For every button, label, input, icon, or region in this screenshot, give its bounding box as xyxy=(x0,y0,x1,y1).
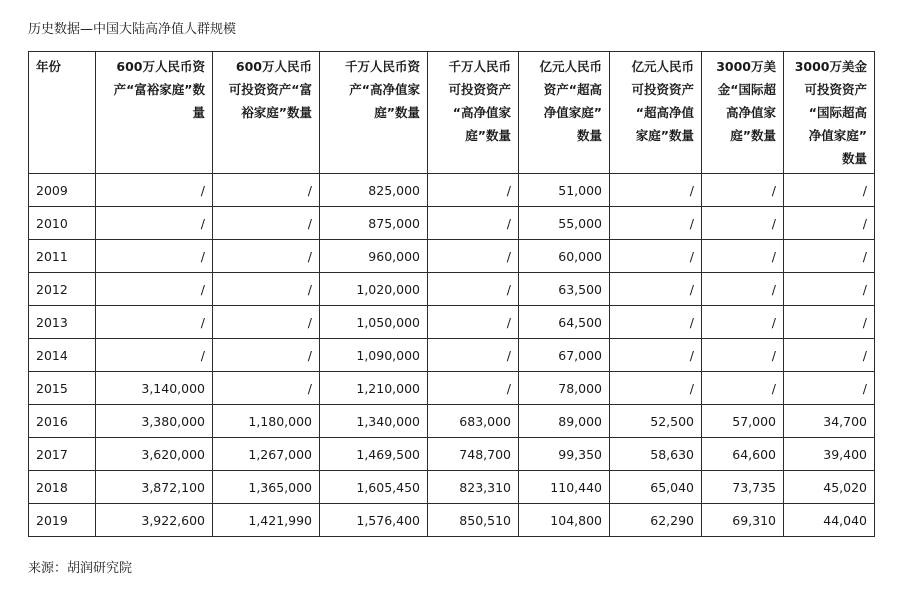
value-cell: 65,040 xyxy=(610,471,702,504)
value-cell: / xyxy=(96,273,213,306)
value-cell: 1,605,450 xyxy=(320,471,428,504)
table-row xyxy=(29,405,875,438)
header-10m-investable: 千万人民币 可投资资产 “高净值家 庭”数量 xyxy=(428,52,519,174)
value-cell: / xyxy=(428,207,519,240)
value-cell: 3,922,600 xyxy=(96,504,213,537)
year-cell: 2017 xyxy=(29,438,96,471)
table-row xyxy=(29,207,875,240)
value-cell: / xyxy=(428,273,519,306)
value-cell: / xyxy=(213,306,320,339)
value-cell: / xyxy=(784,240,875,273)
value-cell: / xyxy=(702,174,784,207)
header-30m-usd-investable: 3000万美金 可投资资产 “国际超高 净值家庭” 数量 xyxy=(784,52,875,174)
value-cell: 1,576,400 xyxy=(320,504,428,537)
value-cell: / xyxy=(428,372,519,405)
value-cell: 55,000 xyxy=(519,207,610,240)
header-100m-investable: 亿元人民币 可投资资产 “超高净值 家庭”数量 xyxy=(610,52,702,174)
year-cell: 2019 xyxy=(29,504,96,537)
table-title: 历史数据—中国大陆高净值人群规模 xyxy=(28,22,237,37)
value-cell: 825,000 xyxy=(320,174,428,207)
value-cell: 34,700 xyxy=(784,405,875,438)
value-cell: / xyxy=(784,306,875,339)
value-cell: / xyxy=(213,339,320,372)
year-cell: 2014 xyxy=(29,339,96,372)
value-cell: / xyxy=(428,240,519,273)
header-6m-investable: 600万人民币 可投资资产“富 裕家庭”数量 xyxy=(213,52,320,174)
year-cell: 2016 xyxy=(29,405,96,438)
value-cell: / xyxy=(213,207,320,240)
value-cell: 3,872,100 xyxy=(96,471,213,504)
value-cell: / xyxy=(702,339,784,372)
header-6m-assets: 600万人民币资 产“富裕家庭”数 量 xyxy=(96,52,213,174)
value-cell: 748,700 xyxy=(428,438,519,471)
value-cell: / xyxy=(213,273,320,306)
value-cell: 57,000 xyxy=(702,405,784,438)
table-row xyxy=(29,306,875,339)
value-cell: / xyxy=(702,207,784,240)
value-cell: 3,380,000 xyxy=(96,405,213,438)
value-cell: 1,365,000 xyxy=(213,471,320,504)
year-cell: 2012 xyxy=(29,273,96,306)
value-cell: 1,340,000 xyxy=(320,405,428,438)
value-cell: / xyxy=(96,240,213,273)
year-cell: 2010 xyxy=(29,207,96,240)
value-cell: 64,600 xyxy=(702,438,784,471)
value-cell: / xyxy=(702,240,784,273)
value-cell: 875,000 xyxy=(320,207,428,240)
value-cell: / xyxy=(610,174,702,207)
value-cell: / xyxy=(96,306,213,339)
table-row xyxy=(29,372,875,405)
value-cell: 89,000 xyxy=(519,405,610,438)
value-cell: 39,400 xyxy=(784,438,875,471)
value-cell: 51,000 xyxy=(519,174,610,207)
value-cell: / xyxy=(428,339,519,372)
value-cell: 52,500 xyxy=(610,405,702,438)
year-cell: 2015 xyxy=(29,372,96,405)
value-cell: / xyxy=(784,273,875,306)
value-cell: / xyxy=(784,207,875,240)
value-cell: 69,310 xyxy=(702,504,784,537)
value-cell: 78,000 xyxy=(519,372,610,405)
header-year: 年份 xyxy=(29,52,96,174)
value-cell: 1,267,000 xyxy=(213,438,320,471)
value-cell: / xyxy=(610,207,702,240)
value-cell: 1,210,000 xyxy=(320,372,428,405)
year-cell: 2013 xyxy=(29,306,96,339)
value-cell: / xyxy=(702,372,784,405)
table-body xyxy=(29,174,875,537)
value-cell: / xyxy=(96,339,213,372)
value-cell: 1,020,000 xyxy=(320,273,428,306)
value-cell: 60,000 xyxy=(519,240,610,273)
value-cell: 1,090,000 xyxy=(320,339,428,372)
table-row xyxy=(29,504,875,537)
value-cell: 1,421,990 xyxy=(213,504,320,537)
value-cell: 64,500 xyxy=(519,306,610,339)
value-cell: 3,620,000 xyxy=(96,438,213,471)
value-cell: 823,310 xyxy=(428,471,519,504)
header-10m-assets: 千万人民币资 产“高净值家 庭”数量 xyxy=(320,52,428,174)
value-cell: 67,000 xyxy=(519,339,610,372)
value-cell: 110,440 xyxy=(519,471,610,504)
value-cell: / xyxy=(96,207,213,240)
data-table xyxy=(28,51,875,537)
table-row xyxy=(29,471,875,504)
value-cell: / xyxy=(702,273,784,306)
value-cell: / xyxy=(610,306,702,339)
value-cell: 683,000 xyxy=(428,405,519,438)
value-cell: 850,510 xyxy=(428,504,519,537)
value-cell: / xyxy=(213,240,320,273)
value-cell: / xyxy=(702,306,784,339)
year-cell: 2009 xyxy=(29,174,96,207)
value-cell: 73,735 xyxy=(702,471,784,504)
value-cell: / xyxy=(784,339,875,372)
year-cell: 2018 xyxy=(29,471,96,504)
header-30m-usd-assets: 3000万美 金“国际超 高净值家 庭”数量 xyxy=(702,52,784,174)
value-cell: 960,000 xyxy=(320,240,428,273)
value-cell: / xyxy=(610,273,702,306)
year-cell: 2011 xyxy=(29,240,96,273)
value-cell: 45,020 xyxy=(784,471,875,504)
value-cell: 99,350 xyxy=(519,438,610,471)
value-cell: / xyxy=(784,372,875,405)
value-cell: / xyxy=(610,372,702,405)
value-cell: 1,050,000 xyxy=(320,306,428,339)
header-row xyxy=(29,52,875,174)
table-row xyxy=(29,438,875,471)
value-cell: 58,630 xyxy=(610,438,702,471)
value-cell: / xyxy=(213,372,320,405)
value-cell: 1,180,000 xyxy=(213,405,320,438)
header-100m-assets: 亿元人民币 资产“超高 净值家庭” 数量 xyxy=(519,52,610,174)
value-cell: 63,500 xyxy=(519,273,610,306)
source-note: 来源：胡润研究院 xyxy=(28,561,133,576)
value-cell: / xyxy=(610,240,702,273)
value-cell: / xyxy=(213,174,320,207)
table-row xyxy=(29,273,875,306)
value-cell: / xyxy=(96,174,213,207)
table-row xyxy=(29,240,875,273)
value-cell: 104,800 xyxy=(519,504,610,537)
value-cell: 1,469,500 xyxy=(320,438,428,471)
value-cell: / xyxy=(428,174,519,207)
value-cell: 3,140,000 xyxy=(96,372,213,405)
value-cell: 44,040 xyxy=(784,504,875,537)
value-cell: / xyxy=(784,174,875,207)
value-cell: / xyxy=(428,306,519,339)
table-row xyxy=(29,174,875,207)
table-row xyxy=(29,339,875,372)
value-cell: / xyxy=(610,339,702,372)
value-cell: 62,290 xyxy=(610,504,702,537)
